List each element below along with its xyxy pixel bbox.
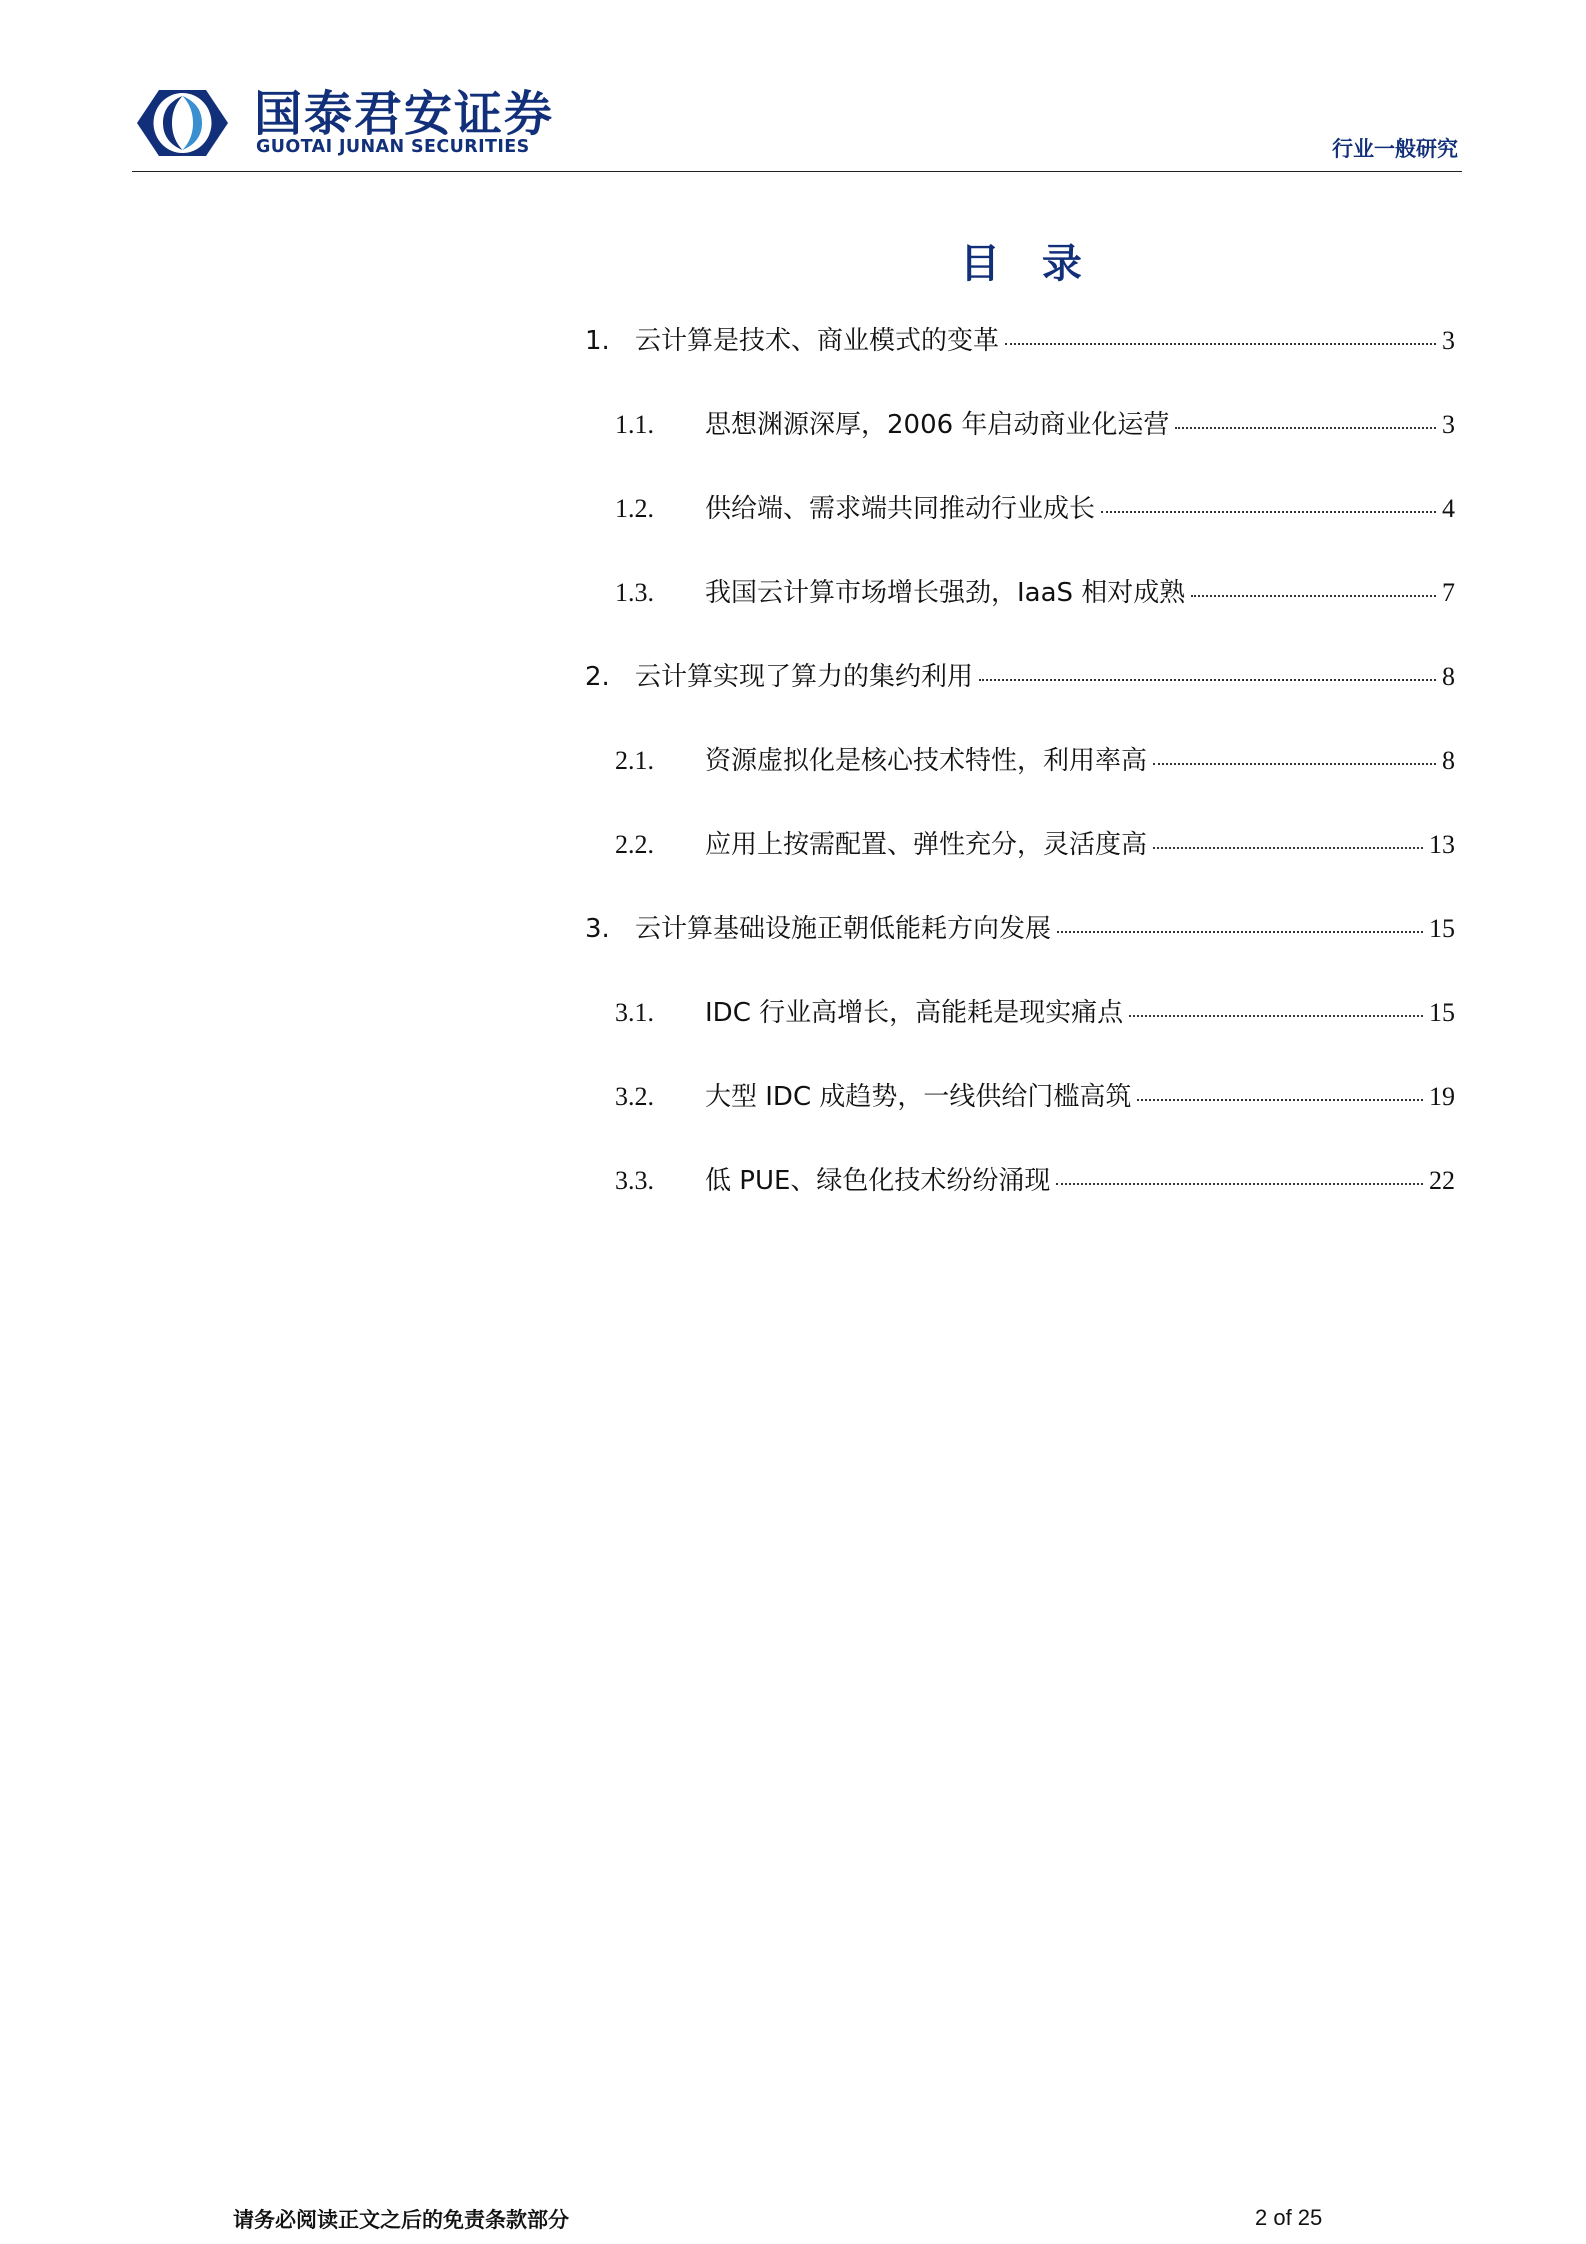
toc-entry-text: 云计算是技术、商业模式的变革 [635,326,1000,356]
toc-entry-number: 2.1. [615,746,654,775]
toc-entry[interactable] [585,908,1455,992]
toc-entry[interactable] [585,320,1455,404]
toc-dot-leader [1191,595,1436,597]
toc-entry-page: 19 [1429,1082,1455,1111]
guotai-junan-logo-icon [135,88,230,158]
header-divider [132,171,1462,172]
toc-entry-text: IDC 行业高增长，高能耗是现实痛点 [705,998,1124,1028]
toc-entry-page: 3 [1442,410,1455,439]
toc-entry-text: 供给端、需求端共同推动行业成长 [705,494,1096,524]
toc-entry-text: 我国云计算市场增长强劲，IaaS 相对成熟 [705,578,1186,608]
toc-entry-text: 资源虚拟化是核心技术特性，利用率高 [705,746,1148,776]
toc-entry[interactable] [585,404,1455,488]
toc-dot-leader [1129,1015,1423,1017]
toc-entry-page: 8 [1442,662,1455,691]
toc-entry-number: 2. [585,662,610,692]
toc-entry-page: 15 [1429,998,1455,1027]
toc-dot-leader [1153,847,1423,849]
toc-title: 目 录 [960,241,1096,287]
page-indicator: 2 of 25 [1255,2205,1323,2230]
toc-entry-text: 云计算实现了算力的集约利用 [635,662,974,692]
toc-entry-page: 15 [1429,914,1455,943]
toc-dot-leader [1057,931,1423,933]
toc-entry[interactable] [585,1160,1455,1244]
toc-entry-page: 13 [1429,830,1455,859]
toc-dot-leader [1175,427,1436,429]
toc-entry-number: 1. [585,326,610,356]
toc-dot-leader [1101,511,1436,513]
toc-entry-number: 2.2. [615,830,654,859]
toc-list [585,320,1455,1244]
brand-name-en: GUOTAI JUNAN SECURITIES [256,137,530,157]
toc-entry[interactable] [585,740,1455,824]
toc-dot-leader [1056,1183,1423,1185]
toc-entry[interactable] [585,572,1455,656]
toc-entry-page: 8 [1442,746,1455,775]
toc-entry-number: 3.3. [615,1166,654,1195]
toc-entry-number: 1.1. [615,410,654,439]
toc-entry-text: 大型 IDC 成趋势，一线供给门槛高筑 [705,1082,1132,1112]
toc-entry-page: 22 [1429,1166,1455,1195]
toc-entry[interactable] [585,824,1455,908]
toc-entry-text: 应用上按需配置、弹性充分，灵活度高 [705,830,1148,860]
toc-entry[interactable] [585,488,1455,572]
toc-entry[interactable] [585,1076,1455,1160]
toc-entry-number: 3.1. [615,998,654,1027]
toc-dot-leader [1005,343,1436,345]
toc-entry-number: 3. [585,914,610,944]
toc-dot-leader [979,679,1436,681]
toc-entry-text: 低 PUE、绿色化技术纷纷涌现 [705,1166,1051,1196]
toc-entry-number: 1.3. [615,578,654,607]
toc-entry-page: 3 [1442,326,1455,355]
brand-name-cn: 国泰君安证券 [254,86,555,142]
toc-entry-page: 7 [1442,578,1455,607]
toc-entry-text: 思想渊源深厚，2006 年启动商业化运营 [705,410,1170,440]
footer-disclaimer: 请务必阅读正文之后的免责条款部分 [233,2208,569,2232]
toc-dot-leader [1137,1099,1423,1101]
toc-entry[interactable] [585,992,1455,1076]
toc-entry-page: 4 [1442,494,1455,523]
toc-entry-number: 3.2. [615,1082,654,1111]
report-type-label: 行业一般研究 [1332,137,1458,161]
toc-entry-number: 1.2. [615,494,654,523]
toc-entry-text: 云计算基础设施正朝低能耗方向发展 [635,914,1052,944]
toc-dot-leader [1153,763,1436,765]
toc-entry[interactable] [585,656,1455,740]
